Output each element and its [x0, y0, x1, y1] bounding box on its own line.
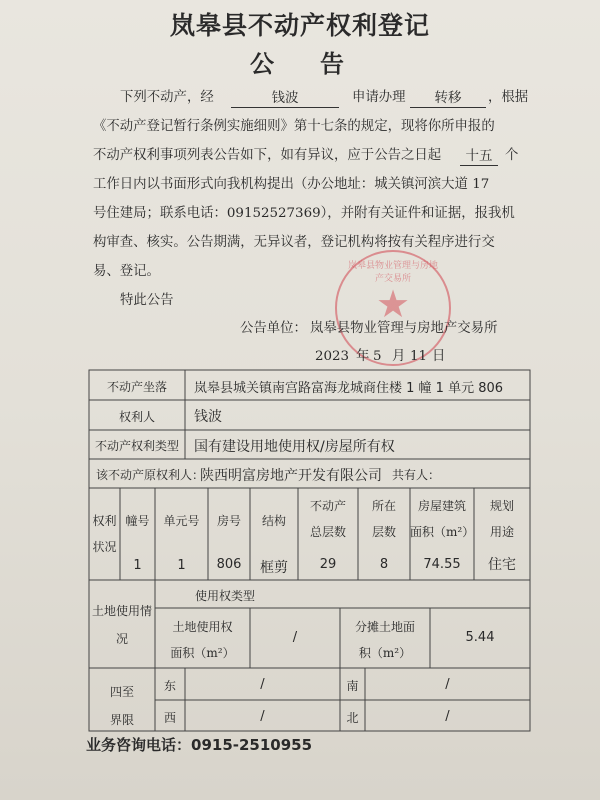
- notice-line3-b: 个: [505, 148, 519, 163]
- phone-label: 业务咨询电话：: [86, 736, 192, 754]
- date-day-unit: 日: [432, 349, 446, 364]
- col-unit: 单元号: [163, 514, 200, 528]
- col-building: 幢号: [125, 514, 150, 528]
- col-area-2: 面积（m²）: [410, 525, 475, 539]
- closing-text: 特此公告: [120, 293, 174, 308]
- location-label: 不动产坐落: [106, 380, 167, 394]
- boundary-label-1: 四至: [109, 685, 134, 699]
- notice-line1-c: ，根据: [488, 90, 529, 105]
- land-area-label-1: 土地使用权: [172, 620, 233, 634]
- date-year-unit: 年: [356, 349, 370, 364]
- col-floor-1: 所在: [371, 499, 396, 513]
- north-label: 北: [346, 711, 359, 725]
- shared-area-value: 5.44: [465, 630, 495, 645]
- land-label-1: 土地使用情: [91, 604, 152, 618]
- orig-holder-value: 陕西明富房地产开发有限公司: [200, 468, 382, 484]
- south-label: 南: [346, 679, 359, 693]
- west-label: 西: [163, 711, 176, 725]
- objection-days: 十五: [460, 147, 498, 166]
- date-month: 5: [373, 349, 382, 364]
- issuer-label: 公告单位：: [240, 321, 307, 336]
- notice-line4: 工作日内以书面形式向我机构提出（办公地址：城关镇河滨大道 17: [93, 177, 490, 192]
- cell-floor: 8: [379, 557, 389, 572]
- col-total-floors-2: 总层数: [309, 525, 346, 539]
- date-day: 11: [410, 349, 428, 364]
- seal-text: 岚皋县物业管理与房地产交易所: [347, 261, 438, 284]
- shared-area-label-2: 积（m²）: [358, 646, 412, 660]
- business-type: 转移: [410, 89, 486, 108]
- orig-holder-label: 该不动产原权利人：: [96, 468, 205, 482]
- land-area-label-2: 面积（m²）: [170, 646, 235, 660]
- notice-line6: 构审查、核实。公告期满，无异议者，登记机构将按有关程序进行交: [93, 235, 495, 250]
- col-use-2: 用途: [489, 525, 514, 539]
- page-title: 岚皋县不动产权利登记: [169, 11, 430, 40]
- date-month-unit: 月: [392, 349, 406, 364]
- status-label-1: 权利: [92, 514, 117, 528]
- east-label: 东: [163, 679, 176, 693]
- holder-value: 钱波: [194, 409, 222, 425]
- location-value: 岚皋县城关镇南宫路富海龙城商住楼 1 幢 1 单元 806: [194, 381, 504, 396]
- notice-line3-a: 不动产权利事项列表公告如下，如有异议，应于公告之日起: [93, 148, 442, 163]
- co-holder-label: 共有人：: [392, 468, 441, 482]
- col-total-floors-1: 不动产: [309, 499, 346, 513]
- phone-number: 0915-2510955: [191, 736, 313, 754]
- cell-total-floors: 29: [319, 557, 337, 572]
- col-use-1: 规划: [489, 499, 514, 513]
- seal-star-icon: ★: [375, 282, 411, 326]
- cell-use: 住宅: [488, 557, 516, 573]
- status-label-2: 状况: [92, 540, 117, 554]
- applicant-name: 钱波: [231, 89, 339, 108]
- right-type-label: 不动产权利类型: [94, 439, 179, 453]
- cell-building: 1: [133, 558, 142, 573]
- holder-label: 权利人: [118, 410, 155, 424]
- land-right-type-label: 使用权类型: [194, 589, 255, 603]
- page-subtitle: 公告: [250, 50, 390, 78]
- boundary-label-2: 界限: [109, 713, 134, 727]
- cell-area: 74.55: [423, 557, 461, 572]
- date-year: 2023: [315, 349, 350, 364]
- right-type-value: 国有建设用地使用权/房屋所有权: [194, 439, 395, 455]
- cell-room: 806: [216, 557, 242, 572]
- south-value: /: [445, 677, 450, 692]
- notice-line1-a: 下列不动产，经: [120, 90, 214, 105]
- cell-unit: 1: [177, 558, 186, 573]
- col-floor-2: 层数: [371, 525, 396, 539]
- notice-line7: 易、登记。: [93, 264, 160, 279]
- footer-phone: [86, 734, 312, 755]
- issuer-name: 岚皋县物业管理与房地产交易所: [310, 321, 498, 336]
- cell-structure: 框剪: [260, 560, 288, 576]
- land-area-value: /: [292, 630, 298, 645]
- north-value: /: [445, 709, 450, 724]
- notice-line1-b: 申请办理: [352, 90, 406, 105]
- west-value: /: [260, 709, 265, 724]
- shared-area-label-1: 分摊土地面: [354, 620, 415, 634]
- col-area-1: 房屋建筑: [417, 499, 466, 513]
- east-value: /: [260, 677, 265, 692]
- col-structure: 结构: [261, 514, 286, 528]
- land-label-2: 况: [115, 632, 128, 646]
- notice-line5: 号住建局；联系电话：09152527369），并附有关证件和证据，报我机: [93, 206, 515, 221]
- notice-line2: 《不动产登记暂行条例实施细则》第十七条的规定，现将你所申报的: [93, 119, 495, 134]
- col-room: 房号: [216, 514, 241, 528]
